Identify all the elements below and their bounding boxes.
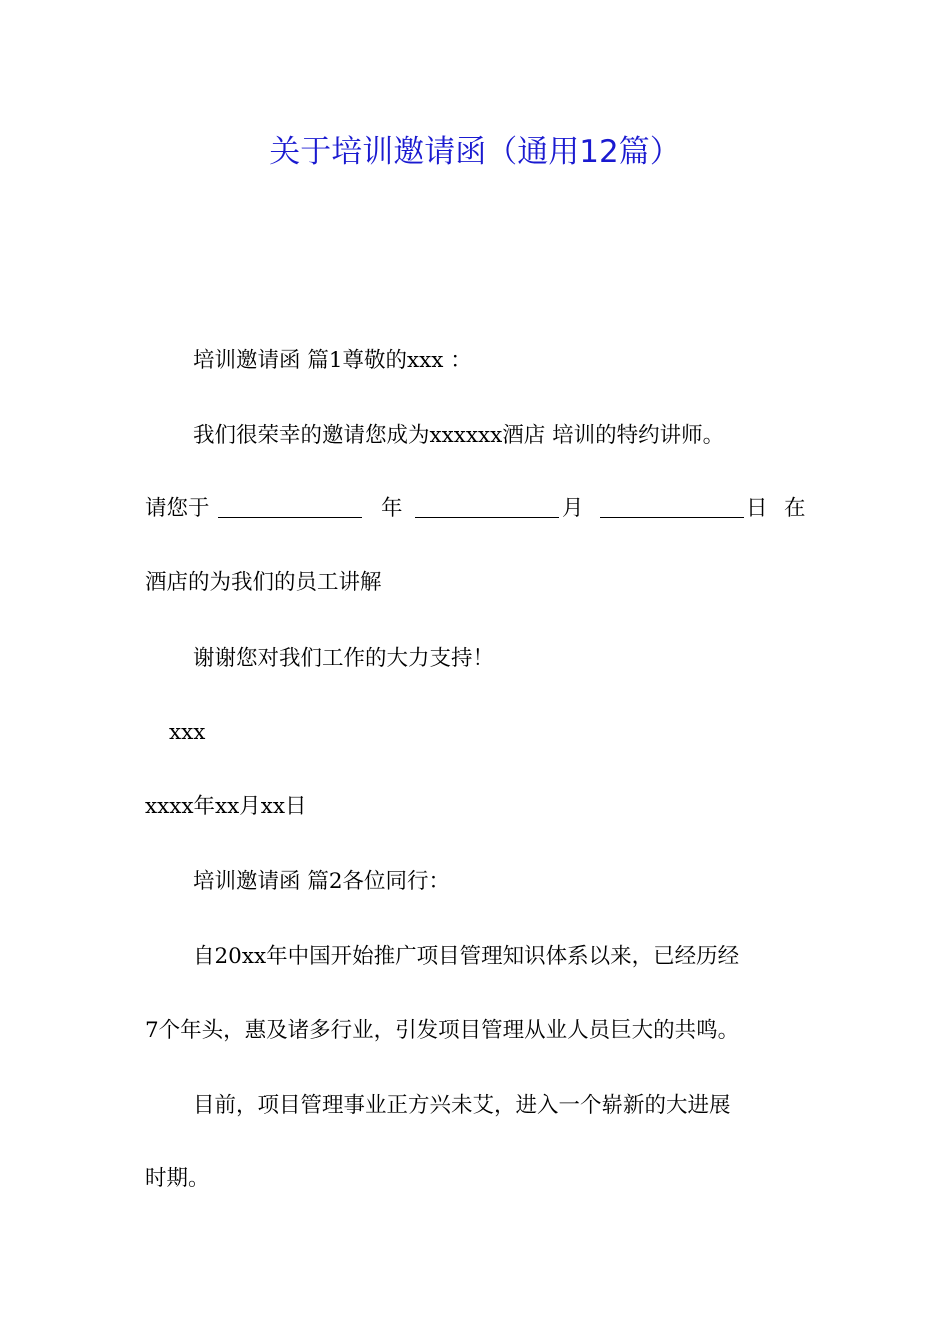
letter2-paragraph-1-line-1: 自20xx年中国开始推广项目管理知识体系以来，已经历经: [193, 944, 740, 969]
month-label: 月: [562, 496, 584, 521]
letter1-date: xxxx年xx月xx日: [145, 794, 307, 819]
day-blank: [600, 493, 744, 525]
letter1-signature: xxx: [169, 720, 206, 745]
letter1-paragraph: 我们很荣幸的邀请您成为xxxxxx酒店 培训的特约讲师。: [193, 423, 725, 448]
letter1-heading: 培训邀请函 篇1尊敬的xxx ：: [193, 348, 472, 373]
year-label: 年: [381, 496, 403, 521]
document-title: 关于培训邀请函（通用12篇）: [269, 134, 681, 170]
letter2-heading: 培训邀请函 篇2各位同行：: [193, 869, 451, 894]
letter2-paragraph-2-line-1: 目前，项目管理事业正方兴未艾，进入一个崭新的大进展: [193, 1093, 731, 1118]
date-fill-line: [145, 493, 807, 525]
date-prefix: 请您于: [145, 496, 210, 521]
month-blank: [415, 493, 559, 525]
year-blank: [218, 493, 362, 525]
day-label: 日: [746, 496, 768, 521]
letter1-thanks: 谢谢您对我们工作的大力支持！: [193, 646, 495, 671]
at-label: 在: [784, 496, 806, 521]
letter2-paragraph-2-line-2: 时期。: [145, 1166, 210, 1191]
letter2-paragraph-1-line-2: 7个年头，惠及诸多行业，引发项目管理从业人员巨大的共鸣。: [145, 1018, 740, 1043]
letter1-paragraph-2: 酒店的为我们的员工讲解: [145, 570, 382, 595]
